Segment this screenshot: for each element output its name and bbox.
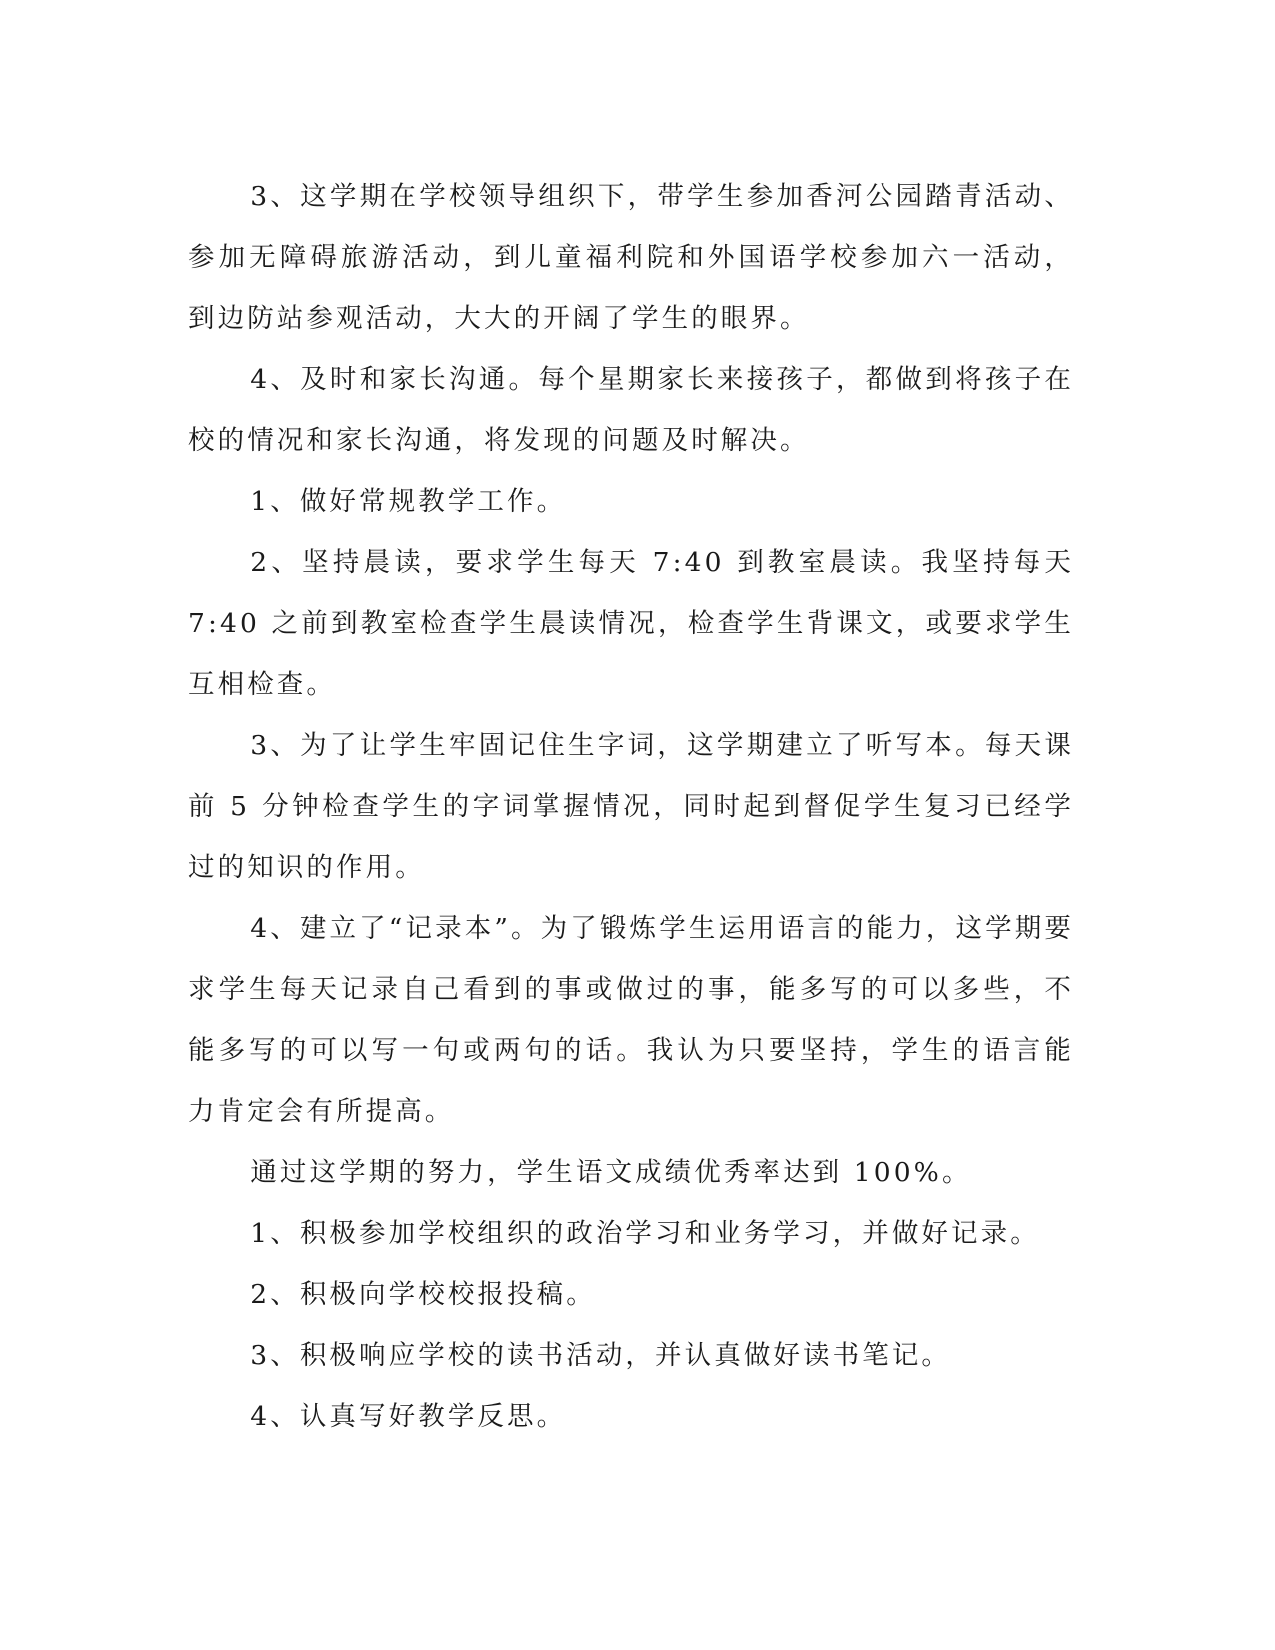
paragraph-activities: 3、这学期在学校领导组织下，带学生参加香河公园踏青活动、参加无障碍旅游活动，到儿童福利院和外国语学校参加六一活动，到边防站参观活动，大大的开阔了学生的眼界。 [188, 181, 1074, 334]
paragraph-school-newspaper: 2、积极向学校校报投稿。 [250, 1279, 596, 1310]
paragraph-morning-reading: 2、坚持晨读，要求学生每天 7:40 到教室晨读。我坚持每天 7:40 之前到教室检查学生晨读情况，检查学生背课文，或要求学生互相检查。 [188, 547, 1074, 700]
paragraph-parent-communication: 4、及时和家长沟通。每个星期家长来接孩子，都做到将孩子在校的情况和家长沟通，将发现的问题及时解决。 [188, 364, 1074, 456]
paragraph-dictation-book: 3、为了让学生牢固记住生字词，这学期建立了听写本。每天课前 5 分钟检查学生的字词掌握情况，同时起到督促学生复习已经学过的知识的作用。 [188, 730, 1074, 883]
paragraph-record-book: 4、建立了“记录本”。为了锻炼学生运用语言的能力，这学期要求学生每天记录自己看到的事或做过的事，能多写的可以多些，不能多写的可以写一句或两句的话。我认为只要坚持，学生的语言能力肯定会有所提高。 [188, 913, 1074, 1127]
paragraph-political-study: 1、积极参加学校组织的政治学习和业务学习，并做好记录。 [250, 1218, 1040, 1249]
paragraph-routine-teaching: 1、做好常规教学工作。 [250, 486, 567, 517]
document-body [188, 166, 1074, 1447]
paragraph-teaching-reflection: 4、认真写好教学反思。 [250, 1401, 567, 1432]
paragraph-reading-activity: 3、积极响应学校的读书活动，并认真做好读书笔记。 [250, 1340, 952, 1371]
paragraph-results: 通过这学期的努力，学生语文成绩优秀率达到 100%。 [250, 1157, 972, 1188]
